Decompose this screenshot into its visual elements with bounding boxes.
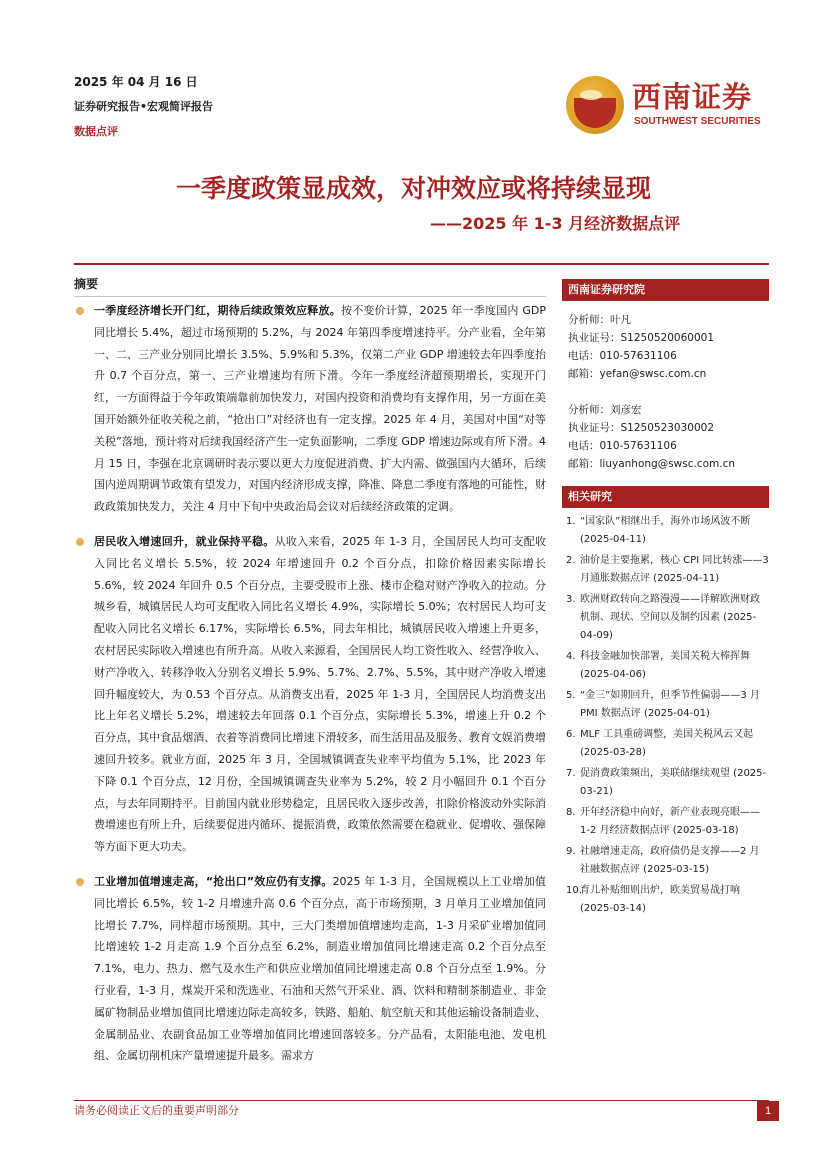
abstract-paragraph-income: [74, 531, 546, 858]
institute-heading: 西南证券研究院: [562, 279, 769, 301]
analyst-phone: 电话：010-57631106: [568, 350, 677, 362]
analyst-license: 执业证号：S1250523030002: [568, 422, 715, 434]
related-item[interactable]: 1. “国家队”相继出手，海外市场风波不断 (2025-04-11): [566, 516, 751, 545]
abstract-heading: 摘要: [74, 277, 99, 291]
abstract-paragraph-industry: [74, 871, 546, 1067]
bullet-dot-icon: [76, 878, 84, 886]
analyst-list: [562, 301, 769, 473]
paragraph-lead: 工业增加值增速走高，“抢出口”效应仍有支撑。: [94, 874, 333, 888]
logo-name-cn: 西南证券: [632, 80, 753, 114]
logo-emblem-icon: [566, 76, 624, 134]
analyst-phone: 电话：010-57631106: [568, 440, 677, 452]
related-item[interactable]: 9. 社融增速走高，政府债仍是支撑——2 月社融数据点评 (2025-03-15): [566, 846, 760, 875]
paragraph-body: 从收入来看，2025 年 1-3 月，全国居民人均可支配收入同比名义增长 5.5%，较 2024 年增速回升 0.2 个百分点，扣除价格因素实际增长 5.6%，较 2024 年回升 0.5 个百分点，主要受股市上涨、楼市企稳对财产净收入的拉动。分城乡看，城镇居民人均可支配收入同比名义增长 4.9%，实际增长 5.0%；农村居民人均可支配收入同比名义增长 6.17%，实际增长 6.5%，同去年相比，城镇居民收入增速上升更多，农村居民实际收入增速也有所升高。从收入来源看，全国居民人均工资性收入、经营净收入、财产净收入、转移净收入分别名义增长 5.9%、5.7%、2.7%、5.5%，其中财产净收入增速回升幅度较大，为 0.53 个百分点。从消费支出看，2025 年 1-3 月，全国居民人均消费支出比上年名义增长 5.2%，增速较去年回落 0.1 个百分点，实际增长 5.3%，增速上升 0.2 个百分点，其中食品烟酒、衣着等消费同比增速下滑较多，而生活用品及服务、教育文娱消费增速回升较多。就业方面，2025 年 3 月，全国城镇调查失业率平均值为 5.1%，比 2023 年下降 0.1 个百分点，12 月份，全国城镇调查失业率为 5.2%，较 2 月小幅回升 0.1 个百分点，与去年同期持平。目前国内就业形势稳定，且居民收入逐步改善，扣除价格波动外实际消费增速也有所上升，后续要促进内循环、提振消费，政策依然需要在稳就业、促增收、强保障等方面下更大功夫。: [94, 534, 546, 854]
bullet-dot-icon: [76, 307, 84, 315]
footer-divider: [74, 1100, 769, 1101]
logo-name-en: SOUTHWEST SECURITIES: [634, 116, 761, 127]
report-title: 一季度政策显成效，对冲效应或将持续显现: [175, 174, 651, 203]
related-item[interactable]: 2. 油价是主要拖累，核心 CPI 同比转涨——3 月通胀数据点评 (2025-04-11): [566, 555, 769, 584]
analyst-name: 分析师：刘彦宏: [568, 404, 642, 416]
analyst-name: 分析师：叶凡: [568, 314, 631, 326]
paragraph-lead: 居民收入增速回升，就业保持平稳。: [94, 534, 275, 548]
company-logo: [566, 76, 766, 134]
paragraph-lead: 一季度经济增长开门红，期待后续政策效应释放。: [94, 304, 341, 317]
page-number: 1: [757, 1101, 779, 1121]
report-category: 数据点评: [74, 125, 118, 138]
paragraph-body: 按不变价计算，2025 年一季度国内 GDP 同比增长 5.4%，超过市场预期的 5.2%，与 2024 年第四季度增速持平。分产业看，全年第一、二、三产业分别同比增长 3.5%、5.9%和 5.3%，仅第二产业 GDP 增速较去年四季度抬升 0.7 个百分点，第一、三产业增速均有所下滑。今年一季度经济超预期增长，实现开门红，一方面得益于今年政策端靠前加快发力，对国内投资和消费均有支撑作用，另一方面在美国开始额外征收关税之前，“抢出口”对经济也有一定支撑。2025 年 4 月，美国对中国“对等关税”落地，预计将对后续我国经济产生一定负面影响，二季度 GDP 增速边际或有所下滑。4 月 15 日，李强在北京调研时表示要以更大力度促进消费、扩大内需、做强国内大循环，后续国内逆周期调节政策有望发力，对国内经济形成支撑，降准、降息二季度有落地的可能性，财政政策加快发力，关注 4 月中下旬中央政治局会议对后续经济政策的定调。: [94, 304, 546, 514]
related-item[interactable]: 6. MLF 工具重磅调整，美国关税风云又起 (2025-03-28): [566, 729, 754, 758]
analyst-email[interactable]: 邮箱：liuyanhong@swsc.com.cn: [568, 458, 736, 470]
report-subtitle: ——2025 年 1-3 月经济数据点评: [430, 214, 681, 233]
report-type: 证券研究报告•宏观简评报告: [74, 100, 214, 113]
related-heading: 相关研究: [562, 486, 769, 508]
related-item[interactable]: 4. 科技金融加快部署，美国关税大棒挥舞 (2025-04-06): [566, 651, 750, 680]
abstract-body: [74, 300, 546, 1067]
analyst-email[interactable]: 邮箱：yefan@swsc.com.cn: [568, 368, 707, 380]
abstract-paragraph-gdp: [74, 300, 546, 518]
related-item[interactable]: 8. 开年经济稳中向好，新产业表现亮眼——1-2 月经济数据点评 (2025-03-18): [566, 807, 760, 836]
related-item[interactable]: 5. “金三”如期回升，但季节性偏弱——3 月 PMI 数据点评 (2025-04-01): [566, 690, 760, 719]
footer-notice: 请务必阅读正文后的重要声明部分: [74, 1104, 239, 1117]
related-item[interactable]: 3. 欧洲财政转向之路漫漫——详解欧洲财政机制、现状、空间以及制约因素 (2025-04-09): [566, 594, 760, 641]
abstract-divider: [74, 296, 546, 297]
report-header: [74, 74, 213, 140]
title-block: [0, 172, 827, 233]
related-list: [562, 508, 769, 918]
related-item[interactable]: 7. 促消费政策频出，美联储继续观望 (2025-03-21): [566, 768, 767, 797]
sidebar: [562, 279, 769, 921]
analyst-license: 执业证号：S1250520060001: [568, 332, 715, 344]
bullet-dot-icon: [76, 538, 84, 546]
paragraph-body: 2025 年 1-3 月，全国规模以上工业增加值同比增长 6.5%，较 1-2 月增速升高 0.6 个百分点，高于市场预期，3 月单月工业增加值同比增长 7.7%，同样超市场预期。其中，三大门类增加值增速均走高，1-3 月采矿业增加值同比增速较 1-2 月走高 1.9 个百分点至 6.2%，制造业增加值同比增速走高 0.2 个百分点至 7.1%，电力、热力、燃气及水生产和供应业增加值同比增速走高 0.8 个百分点至 1.9%。分行业看，1-3 月，煤炭开采和洗选业、石油和天然气开采业、酒、饮料和精制茶制造业、非金属矿物制品业增加值同比增速边际走高较多，铁路、船舶、航空航天和其他运输设备制造业、金属制品业、农副食品加工业等增加值同比增速回落较多。分产品看，太阳能电池、发电机组、金属切削机床产量增速提升最多。需求方: [94, 874, 546, 1063]
title-divider: [74, 263, 769, 265]
related-item[interactable]: 10. 育儿补贴细则出炉，欧美贸易战打响 (2025-03-14): [566, 885, 740, 914]
report-date: 2025 年 04 月 16 日: [74, 75, 198, 89]
